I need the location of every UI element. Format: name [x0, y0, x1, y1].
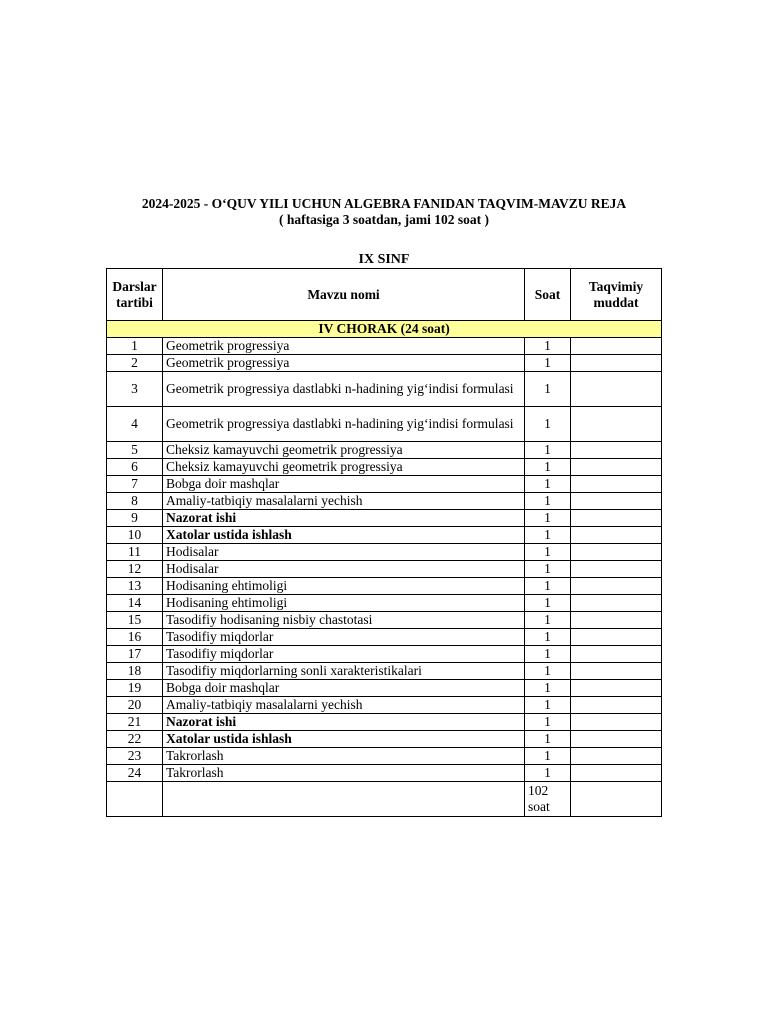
lesson-number: 24 [107, 765, 163, 782]
table-row [107, 527, 662, 544]
lesson-number: 23 [107, 748, 163, 765]
lesson-hours: 1 [525, 612, 571, 629]
lesson-hours: 1 [525, 646, 571, 663]
table-row [107, 663, 662, 680]
lesson-schedule [571, 476, 662, 493]
lesson-topic: Bobga doir mashqlar [163, 680, 525, 697]
lesson-topic: Geometrik progressiya [163, 355, 525, 372]
document-subtitle: ( haftasiga 3 soatdan, jami 102 soat ) [278, 212, 489, 227]
lesson-schedule [571, 714, 662, 731]
lesson-plan-table [106, 268, 662, 817]
lesson-topic: Xatolar ustida ishlash [163, 731, 525, 748]
lesson-schedule [571, 578, 662, 595]
lesson-hours: 1 [525, 476, 571, 493]
lesson-schedule [571, 748, 662, 765]
lesson-schedule [571, 697, 662, 714]
table-row [107, 697, 662, 714]
lesson-topic: Geometrik progressiya dastlabki n-hadining yig‘indisi formulasi [163, 372, 525, 407]
lesson-number: 20 [107, 697, 163, 714]
lesson-number: 10 [107, 527, 163, 544]
table-row [107, 544, 662, 561]
lesson-hours: 1 [525, 714, 571, 731]
quarter-label: IV CHORAK (24 soat) [107, 321, 662, 338]
table-row [107, 680, 662, 697]
lesson-schedule [571, 765, 662, 782]
lesson-hours: 1 [525, 578, 571, 595]
lesson-number: 8 [107, 493, 163, 510]
lesson-schedule [571, 680, 662, 697]
lesson-number: 15 [107, 612, 163, 629]
table-row [107, 578, 662, 595]
lesson-topic: Takrorlash [163, 748, 525, 765]
lesson-topic: Nazorat ishi [163, 510, 525, 527]
table-row [107, 561, 662, 578]
table-row [107, 629, 662, 646]
lesson-schedule [571, 510, 662, 527]
lesson-topic: Hodisaning ehtimoligi [163, 578, 525, 595]
lesson-topic: Cheksiz kamayuvchi geometrik progressiya [163, 442, 525, 459]
lesson-number: 9 [107, 510, 163, 527]
lesson-hours: 1 [525, 527, 571, 544]
lesson-schedule [571, 544, 662, 561]
lesson-topic: Geometrik progressiya dastlabki n-hadining yig‘indisi formulasi [163, 407, 525, 442]
lesson-topic: Geometrik progressiya [163, 338, 525, 355]
lesson-schedule [571, 372, 662, 407]
header-topic: Mavzu nomi [163, 269, 525, 321]
lesson-schedule [571, 731, 662, 748]
table-row [107, 372, 662, 407]
lesson-number: 4 [107, 407, 163, 442]
table-row [107, 612, 662, 629]
lesson-topic: Tasodifiy hodisaning nisbiy chastotasi [163, 612, 525, 629]
lesson-topic: Bobga doir mashqlar [163, 476, 525, 493]
quarter-row [107, 321, 662, 338]
lesson-topic: Amaliy-tatbiqiy masalalarni yechish [163, 493, 525, 510]
lesson-hours: 1 [525, 561, 571, 578]
lesson-schedule [571, 442, 662, 459]
lesson-topic: Cheksiz kamayuvchi geometrik progressiya [163, 459, 525, 476]
lesson-hours: 1 [525, 731, 571, 748]
lesson-number: 7 [107, 476, 163, 493]
lesson-topic: Amaliy-tatbiqiy masalalarni yechish [163, 697, 525, 714]
lesson-schedule [571, 407, 662, 442]
table-row [107, 459, 662, 476]
lesson-number: 18 [107, 663, 163, 680]
lesson-number: 1 [107, 338, 163, 355]
table-row [107, 407, 662, 442]
lesson-schedule [571, 646, 662, 663]
lesson-hours: 1 [525, 697, 571, 714]
table-row [107, 338, 662, 355]
lesson-hours: 1 [525, 510, 571, 527]
total-hours: 102 soat [525, 782, 571, 817]
lesson-topic: Tasodifiy miqdorlar [163, 646, 525, 663]
lesson-number: 22 [107, 731, 163, 748]
grade-heading: IX SINF [358, 252, 410, 267]
lesson-number: 19 [107, 680, 163, 697]
lesson-number: 2 [107, 355, 163, 372]
lesson-hours: 1 [525, 407, 571, 442]
lesson-number: 5 [107, 442, 163, 459]
lesson-hours: 1 [525, 663, 571, 680]
table-row [107, 442, 662, 459]
lesson-schedule [571, 595, 662, 612]
lesson-hours: 1 [525, 338, 571, 355]
lesson-schedule [571, 527, 662, 544]
table-row [107, 355, 662, 372]
total-row [107, 782, 662, 817]
lesson-hours: 1 [525, 459, 571, 476]
lesson-hours: 1 [525, 442, 571, 459]
lesson-topic: Hodisalar [163, 561, 525, 578]
lesson-number: 16 [107, 629, 163, 646]
lesson-topic: Tasodifiy miqdorlarning sonli xarakteristikalari [163, 663, 525, 680]
lesson-hours: 1 [525, 355, 571, 372]
lesson-number: 11 [107, 544, 163, 561]
table-row [107, 510, 662, 527]
table-row [107, 765, 662, 782]
lesson-schedule [571, 561, 662, 578]
lesson-number: 21 [107, 714, 163, 731]
lesson-hours: 1 [525, 595, 571, 612]
document-title: 2024-2025 - O‘QUV YILI UCHUN ALGEBRA FANIDAN TAQVIM-MAVZU REJA [141, 196, 627, 211]
lesson-hours: 1 [525, 748, 571, 765]
table-row [107, 748, 662, 765]
header-order: Darslar tartibi [107, 269, 163, 321]
lesson-schedule [571, 338, 662, 355]
lesson-hours: 1 [525, 765, 571, 782]
total-empty-cell [107, 782, 163, 817]
lesson-schedule [571, 629, 662, 646]
table-row [107, 595, 662, 612]
lesson-hours: 1 [525, 372, 571, 407]
lesson-hours: 1 [525, 629, 571, 646]
lesson-topic: Takrorlash [163, 765, 525, 782]
total-empty-cell [571, 782, 662, 817]
lesson-topic: Hodisalar [163, 544, 525, 561]
lesson-number: 14 [107, 595, 163, 612]
header-schedule: Taqvimiy muddat [571, 269, 662, 321]
table-row [107, 731, 662, 748]
table-row [107, 476, 662, 493]
lesson-schedule [571, 663, 662, 680]
lesson-topic: Hodisaning ehtimoligi [163, 595, 525, 612]
lesson-topic: Xatolar ustida ishlash [163, 527, 525, 544]
table-row [107, 646, 662, 663]
lesson-number: 17 [107, 646, 163, 663]
lesson-hours: 1 [525, 493, 571, 510]
lesson-topic: Tasodifiy miqdorlar [163, 629, 525, 646]
header-hours: Soat [525, 269, 571, 321]
lesson-number: 6 [107, 459, 163, 476]
lesson-number: 13 [107, 578, 163, 595]
lesson-schedule [571, 612, 662, 629]
table-row [107, 493, 662, 510]
lesson-schedule [571, 493, 662, 510]
lesson-hours: 1 [525, 544, 571, 561]
table-header-row [107, 269, 662, 321]
lesson-topic: Nazorat ishi [163, 714, 525, 731]
lesson-hours: 1 [525, 680, 571, 697]
lesson-schedule [571, 355, 662, 372]
lesson-schedule [571, 459, 662, 476]
total-empty-cell [163, 782, 525, 817]
lesson-number: 3 [107, 372, 163, 407]
lesson-number: 12 [107, 561, 163, 578]
table-row [107, 714, 662, 731]
